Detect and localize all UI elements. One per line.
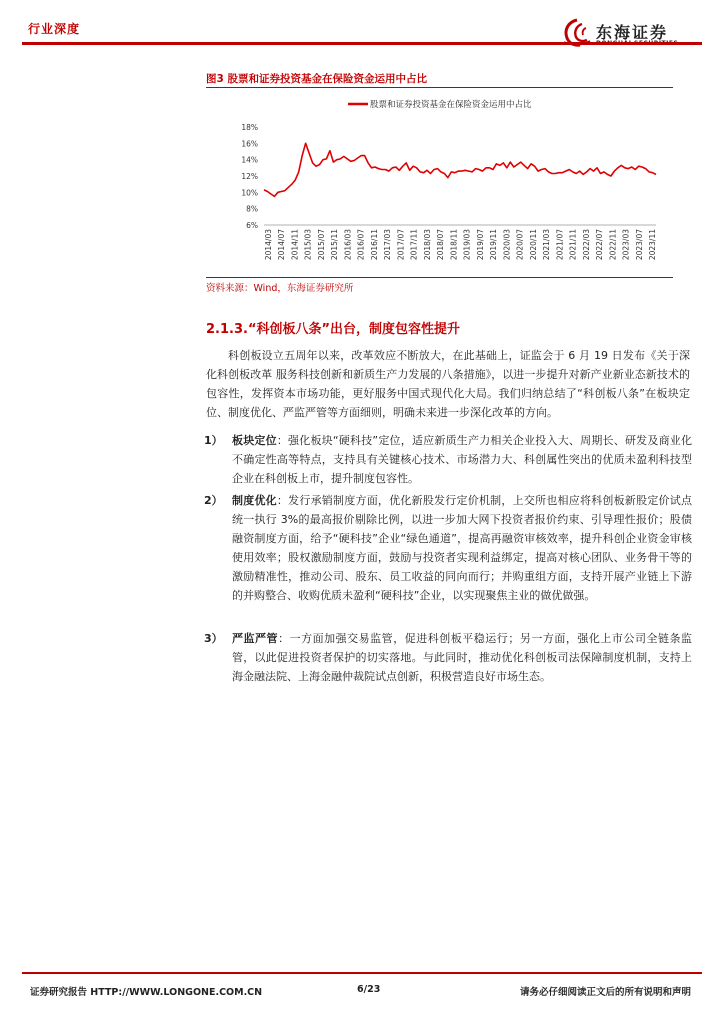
- list-item-number: 3）: [204, 632, 223, 645]
- y-tick-label: 8%: [246, 204, 258, 214]
- legend-label: 股票和证券投资基金在保险资金运用中占比: [370, 100, 532, 110]
- footer-disclaimer: 请务必仔细阅读正文后的所有说明和声明: [520, 987, 692, 998]
- x-axis: [264, 225, 657, 260]
- x-tick-label: 2020/11: [528, 229, 538, 261]
- x-tick-label: 2017/03: [383, 229, 393, 261]
- x-tick-label: 2022/03: [581, 229, 591, 261]
- chart-legend: [348, 99, 532, 110]
- y-tick-label: 12%: [241, 172, 258, 181]
- x-tick-label: 2022/07: [595, 229, 605, 261]
- list-item-2: [204, 491, 693, 605]
- footer-site: 证券研究报告 HTTP://WWW.LONGONE.COM.CN: [30, 987, 263, 998]
- series-line: [264, 143, 656, 196]
- x-tick-label: 2019/11: [489, 229, 499, 261]
- x-tick-label: 2018/07: [436, 229, 446, 261]
- list-item-1: [204, 431, 692, 488]
- y-tick-label: 16%: [241, 139, 258, 149]
- y-tick-label: 18%: [241, 123, 258, 132]
- list-item-heading: 板块定位: [232, 434, 277, 447]
- x-tick-label: 2015/03: [303, 229, 313, 261]
- header-divider: [22, 42, 702, 45]
- figure-top-divider: [206, 87, 673, 88]
- logo-chinese-name: 东海证券: [596, 23, 669, 42]
- list-item-heading: 制度优化: [232, 494, 277, 507]
- header-section-label: 行业深度: [28, 22, 81, 36]
- x-tick-label: 2023/11: [648, 229, 657, 261]
- figure-source: 资料来源：Wind，东海证券研究所: [206, 283, 354, 294]
- y-tick-label: 14%: [241, 155, 258, 165]
- x-tick-label: 2016/07: [356, 229, 366, 261]
- x-tick-label: 2014/11: [290, 229, 300, 261]
- x-tick-label: 2015/07: [316, 229, 326, 261]
- x-tick-label: 2019/03: [462, 229, 472, 261]
- figure-title: 图3 股票和证券投资基金在保险资金运用中占比: [206, 73, 427, 85]
- y-axis: [241, 123, 258, 230]
- x-tick-label: 2017/11: [409, 229, 419, 261]
- list-item-3: [204, 629, 693, 686]
- x-tick-label: 2023/07: [634, 229, 644, 261]
- x-tick-label: 2021/07: [555, 229, 565, 261]
- chart-series: [264, 143, 656, 196]
- x-tick-label: 2014/07: [277, 229, 287, 261]
- footer-divider: [22, 972, 702, 974]
- x-tick-label: 2021/03: [542, 229, 552, 261]
- x-tick-label: 2019/07: [475, 229, 485, 261]
- x-tick-label: 2018/11: [449, 229, 459, 261]
- x-tick-label: 2016/03: [343, 229, 353, 261]
- list-item-number: 1）: [204, 434, 223, 447]
- y-tick-label: 10%: [241, 188, 258, 198]
- x-tick-label: 2022/11: [608, 229, 618, 261]
- footer-page-number: 6/23: [357, 984, 381, 995]
- x-tick-label: 2015/11: [330, 229, 340, 261]
- x-tick-label: 2017/07: [396, 229, 406, 261]
- x-tick-label: 2020/07: [515, 229, 525, 261]
- section-title: 2.1.3.“科创板八条”出台，制度包容性提升: [206, 322, 461, 337]
- x-tick-label: 2018/03: [422, 229, 432, 261]
- x-tick-label: 2014/03: [264, 229, 273, 261]
- list-item-body: ：一方面加强交易监管，促进科创板平稳运行；另一方面，强化上市公司全链条监管，以此促进投资者保护的切实落地。与此同时，推动优化科创板司法保障制度机制，支持上海金融法院、上海金融仲裁院试点创新，积极营造良好市场生态。: [232, 632, 693, 683]
- y-tick-label: 6%: [246, 221, 258, 230]
- figure-bottom-divider: [206, 277, 673, 278]
- intro-paragraph: 科创板设立五周年以来，改革效应不断放大，在此基础上，证监会于 6 月 19 日发布《关于深化科创板改革 服务科技创新和新质生产力发展的八条措施》，以进一步提升对新产业新业态新技术的包容性，发挥资本市场功能，更好服务中国式现代化大局。我们归纳总结了“科创板八条”在板块定位、制度优化、严监严管等方面细则，明确未来进一步深化改革的方向。: [206, 349, 690, 419]
- x-tick-label: 2021/11: [568, 229, 578, 261]
- x-tick-label: 2020/03: [502, 229, 512, 261]
- x-tick-label: 2023/03: [621, 229, 631, 261]
- list-item-heading: 严监严管: [232, 632, 279, 645]
- x-tick-label: 2016/11: [369, 229, 379, 261]
- list-item-number: 2）: [204, 494, 223, 507]
- list-item-body: ：发行承销制度方面，优化新股发行定价机制，上交所也相应将科创板新股定价试点统一执行 3%的最高报价剔除比例，以进一步加大网下投资者报价约束、引导理性报价；股债融资制度方面，给予“硬科技”企业“绿色通道”，提高再融资审核效率，提升科创企业资金审核使用效率；股权激励制度方面，鼓励与投资者实现利益绑定，提高对核心团队、业务骨干等的激励精准性，推动公司、股东、员工收益的同向而行；并购重组方面，支持开展产业链上下游的并购整合、收购优质未盈利“硬科技”企业，以实现聚焦主业的做优做强。: [232, 494, 693, 602]
- list-item-body: ：强化板块“硬科技”定位，适应新质生产力相关企业投入大、周期长、研发及商业化不确定性高等特点，支持具有关键核心技术、市场潜力大、科创属性突出的优质未盈利科技型企业在科创板上市，提升制度包容性。: [232, 434, 692, 485]
- line-chart: [206, 92, 672, 274]
